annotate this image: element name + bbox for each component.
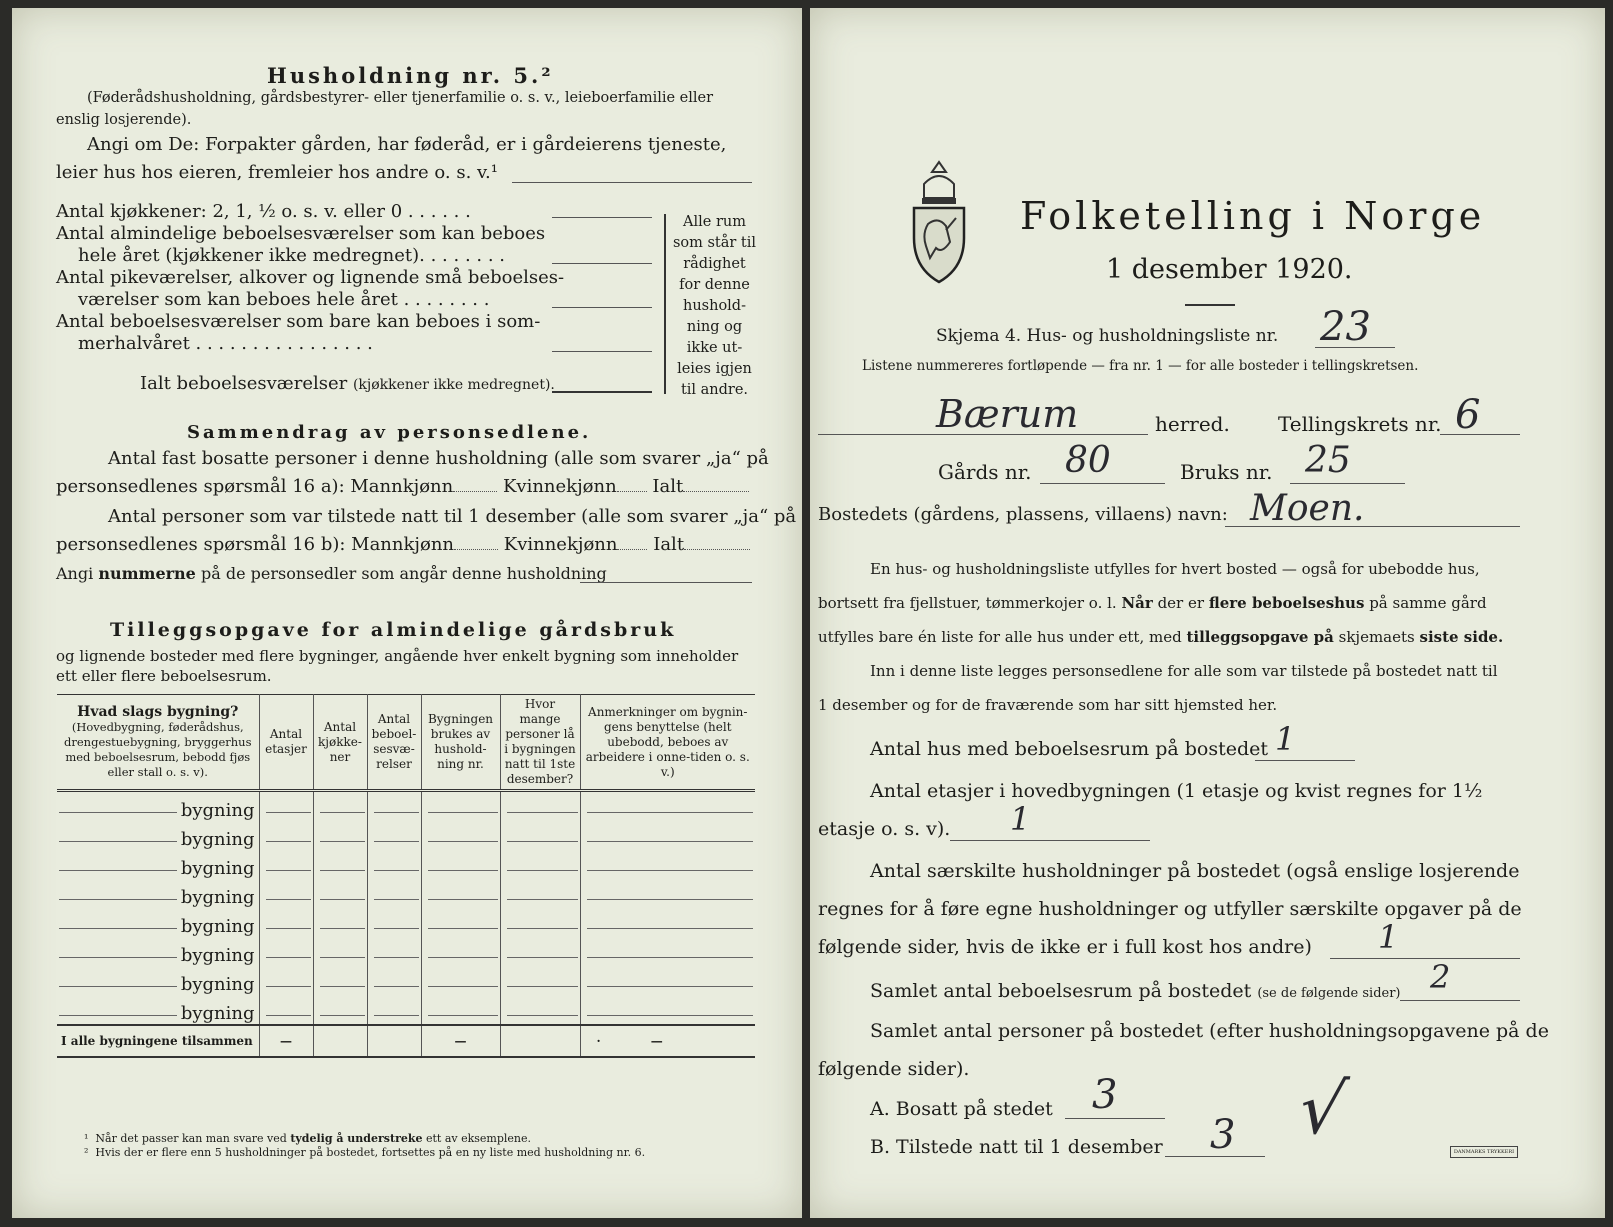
- cell-line: [320, 812, 365, 813]
- building-cell[interactable]: [259, 791, 313, 822]
- building-label: bygning: [180, 829, 255, 850]
- cell-line: [587, 841, 754, 842]
- q-pers-1: Samlet antal personer på bostedet (efter husholdningsopgavene på de: [870, 1020, 1549, 1042]
- rooms-alm-2: hele året (kjøkkener ikke medregnet). . . . . . . .: [78, 245, 505, 266]
- rooms-som-2: merhalvåret . . . . . . . . . . . . . . . .: [78, 333, 373, 354]
- som-line: [552, 351, 652, 352]
- cell-line: [320, 928, 365, 929]
- building-cell[interactable]: [421, 966, 500, 995]
- info-line-3-mid: skjemaets: [1338, 628, 1415, 646]
- cell-line: [428, 957, 498, 958]
- q-hush-3: følgende sider, hvis de ikke er i full kost hos andre): [818, 936, 1312, 958]
- building-cell[interactable]: [313, 908, 367, 937]
- building-cell[interactable]: [259, 850, 313, 879]
- title-rule: [1185, 304, 1235, 306]
- building-cell[interactable]: [259, 821, 313, 850]
- gards-label: Gårds nr.: [938, 460, 1032, 484]
- cell-line: [320, 957, 365, 958]
- building-row: [57, 821, 755, 850]
- building-type-cell[interactable]: [57, 791, 259, 822]
- building-row: [57, 879, 755, 908]
- building-cell[interactable]: [313, 995, 367, 1025]
- footnote-2-marker: ²: [84, 1146, 89, 1159]
- rooms-som-1: Antal beboelsesværelser som bare kan beboes i som-: [56, 311, 541, 332]
- listene-note: Listene nummereres fortløpende — fra nr. 1 — for alle bosteder i tellingskretsen.: [862, 358, 1419, 374]
- bostedets-label: Bostedets (gårdens, plassens, villaens) navn:: [818, 504, 1228, 525]
- tillegg-title: Tilleggsopgave for almindelige gårdsbruk: [110, 619, 677, 641]
- cell-line: [266, 957, 311, 958]
- info-line-2-mid: der er: [1157, 594, 1205, 612]
- building-cell[interactable]: [313, 966, 367, 995]
- cell-line: [587, 899, 754, 900]
- cell-line: [374, 870, 419, 871]
- footnote-1-pre: Når det passer kan man svare ved: [95, 1132, 287, 1145]
- building-cell[interactable]: [259, 966, 313, 995]
- building-row: [57, 850, 755, 879]
- cell-line: [428, 841, 498, 842]
- cell-line: [266, 899, 311, 900]
- info-line-5: 1 desember og for de fraværende som har sitt hjemsted her.: [818, 696, 1278, 714]
- census-date: 1 desember 1920.: [1106, 254, 1353, 285]
- building-type-line: [59, 1015, 177, 1016]
- cell-line: [320, 1015, 365, 1016]
- building-cell[interactable]: [367, 850, 421, 879]
- col-header-type-sub: (Hovedbygning, føderådshus, drengestuebygning, bryggerhus med beboelsesrum, bebodd fjøs eller stall o. s. v).: [64, 719, 252, 779]
- building-row: [57, 966, 755, 995]
- col-header-etasjer: Antal etasjer: [259, 695, 313, 791]
- building-cell[interactable]: [580, 821, 755, 850]
- q-hush-value: 1: [1378, 918, 1399, 956]
- total-row: [57, 1025, 755, 1057]
- info-line-2: [818, 594, 1487, 612]
- ialt-line: [552, 391, 652, 393]
- building-type-line: [59, 841, 177, 842]
- rooms-ialt: [140, 373, 555, 394]
- total-dash-remarks: —: [650, 1034, 663, 1048]
- cell-line: [428, 812, 498, 813]
- building-cell[interactable]: [421, 879, 500, 908]
- tellingskrets-line: [1440, 434, 1520, 435]
- building-cell[interactable]: [500, 879, 580, 908]
- q-hus-label: Antal hus med beboelsesrum på bostedet: [870, 738, 1269, 760]
- cell-line: [507, 928, 578, 929]
- total-cell: [500, 1025, 580, 1057]
- col-header-personer: Hvor mange personer lå i bygningen natt til 1ste desember?: [500, 695, 580, 791]
- col-header-vaerelser: Antal beboel-sesvæ-relser: [367, 695, 421, 791]
- building-cell[interactable]: [500, 995, 580, 1025]
- q-hush-1: Antal særskilte husholdninger på bostedet (også enslige losjerende: [870, 860, 1520, 882]
- side-note-line: hushold-: [682, 298, 746, 314]
- tellingskrets-value: 6: [1455, 392, 1481, 438]
- q-rum: [870, 980, 1401, 1002]
- building-cell[interactable]: [367, 937, 421, 966]
- building-label: bygning: [180, 974, 255, 995]
- q-a-label: A. Bosatt på stedet: [870, 1098, 1053, 1120]
- total-cell: [367, 1025, 421, 1057]
- q-b-value: 3: [1210, 1112, 1236, 1158]
- tillegg-sub-1: og lignende bosteder med flere bygninger, angående hver enkelt bygning som inneholder: [56, 647, 739, 665]
- cell-line: [320, 870, 365, 871]
- building-cell[interactable]: [500, 821, 580, 850]
- sammendrag-title: Sammendrag av personsedlene.: [187, 422, 592, 443]
- info-line-2-bold2: flere beboelseshus: [1208, 594, 1365, 612]
- building-cell[interactable]: [367, 879, 421, 908]
- cell-line: [587, 870, 754, 871]
- q-hus-value: 1: [1275, 720, 1296, 758]
- cell-line: [428, 899, 498, 900]
- rooms-pike-2: værelser som kan beboes hele året . . . . . . . .: [78, 289, 490, 310]
- q-rum-label: Samlet antal beboelsesrum på bostedet: [870, 980, 1252, 1002]
- building-cell[interactable]: [313, 791, 367, 822]
- rooms-ialt-note: (kjøkkener ikke medregnet).: [352, 377, 555, 393]
- q-hus-line: [1255, 760, 1355, 761]
- q-rum-line: [1400, 1000, 1520, 1001]
- q-rum-value: 2: [1430, 958, 1451, 996]
- side-note-line: til andre.: [680, 382, 749, 398]
- cell-line: [266, 841, 311, 842]
- rooms-ialt-label: Ialt beboelsesværelser: [140, 373, 348, 394]
- cell-line: [266, 928, 311, 929]
- col-header-anmerkninger: Anmerkninger om bygnin-gens benyttelse (helt ubebodd, beboes av arbeidere i onne-tiden o. s. v.): [580, 695, 755, 791]
- angi-line2: leier hus hos eieren, fremleier hos andre o. s. v.¹: [56, 162, 498, 183]
- q-etasjer-line: [950, 840, 1150, 841]
- skjema-label: Skjema 4. Hus- og husholdningsliste nr.: [936, 326, 1279, 346]
- q-etasjer-value: 1: [1010, 800, 1031, 838]
- cell-line: [374, 928, 419, 929]
- cell-line: [320, 899, 365, 900]
- cell-line: [507, 812, 578, 813]
- tellingskrets-label: Tellingskrets nr.: [1278, 412, 1442, 436]
- total-cell: [313, 1025, 367, 1057]
- rooms-side-note: [672, 212, 757, 401]
- cell-line: [374, 986, 419, 987]
- building-label: bygning: [180, 1003, 255, 1024]
- census-title: Folketelling i Norge: [1020, 194, 1486, 238]
- sammendrag-b-ialt: Ialt: [653, 534, 685, 555]
- col-header-husholdning: Bygningen brukes av hushold-ning nr.: [421, 695, 500, 791]
- herred-label: herred.: [1155, 412, 1230, 436]
- building-cell[interactable]: [421, 995, 500, 1025]
- building-cell[interactable]: [367, 821, 421, 850]
- bostedets-line: [1225, 526, 1520, 527]
- building-cell[interactable]: [259, 937, 313, 966]
- q-pers-2: følgende sider).: [818, 1058, 970, 1080]
- q-a-value: 3: [1092, 1072, 1118, 1118]
- building-cell[interactable]: [313, 821, 367, 850]
- info-line-2-bold1: Når: [1121, 594, 1153, 612]
- info-line-3-bold2: siste side.: [1419, 628, 1504, 646]
- info-line-2-pre: bortsett fra fjellstuer, tømmerkojer o. l.: [818, 594, 1117, 612]
- info-line-3-bold1: tilleggsopgave på: [1186, 628, 1334, 646]
- sammendrag-a-ialt: Ialt: [652, 476, 684, 497]
- building-type-line: [59, 899, 177, 900]
- sammendrag-a-line1: Antal fast bosatte personer i denne husholdning (alle som svarer „ja“ på: [108, 448, 769, 469]
- side-note-line: rådighet: [683, 256, 746, 272]
- side-note-line: ikke ut-: [686, 340, 743, 356]
- footnote-2-text: Hvis der er flere enn 5 husholdninger på bostedet, fortsettes på en ny liste med husholdning nr. 6.: [95, 1146, 646, 1159]
- cell-line: [507, 899, 578, 900]
- cell-line: [507, 1015, 578, 1016]
- building-cell[interactable]: [367, 966, 421, 995]
- building-type-line: [59, 870, 177, 871]
- cell-line: [266, 812, 311, 813]
- check-mark: √: [1292, 1068, 1352, 1150]
- side-note-line: som står til: [672, 235, 757, 251]
- household-intro: (Føderådshusholdning, gårdsbestyrer- eller tjenerfamilie o. s. v., leieboerfamilie eller: [87, 90, 714, 106]
- cell-line: [428, 928, 498, 929]
- angi-nummerne-pre: Angi: [56, 564, 94, 583]
- total-dot-mark: ·: [596, 1034, 601, 1048]
- cell-line: [374, 812, 419, 813]
- building-cell[interactable]: [421, 791, 500, 822]
- building-type-cell[interactable]: [57, 850, 259, 879]
- cell-line: [428, 870, 498, 871]
- right-page: [810, 8, 1605, 1218]
- building-type-cell[interactable]: [57, 879, 259, 908]
- cell-line: [507, 841, 578, 842]
- building-type-line: [59, 812, 177, 813]
- alm-line: [552, 263, 652, 264]
- cell-line: [587, 986, 754, 987]
- side-note-line: Alle rum: [683, 214, 746, 230]
- bruks-line: [1290, 483, 1405, 484]
- building-cell[interactable]: [500, 850, 580, 879]
- q-etasjer-2: etasje o. s. v).: [818, 818, 951, 840]
- building-cell[interactable]: [500, 937, 580, 966]
- side-note-line: ning og: [686, 319, 743, 335]
- building-cell[interactable]: [367, 995, 421, 1025]
- info-line-4: Inn i denne liste legges personsedlene for alle som var tilstede på bostedet natt til: [870, 662, 1498, 680]
- building-label: bygning: [180, 887, 255, 908]
- q-a-line: [1065, 1118, 1165, 1119]
- building-label: bygning: [180, 858, 255, 879]
- sammendrag-b-line2: [56, 534, 750, 555]
- info-line-3-pre: utfylles bare én liste for alle hus under ett, med: [818, 628, 1182, 646]
- building-label: bygning: [180, 800, 255, 821]
- cell-line: [320, 841, 365, 842]
- building-cell[interactable]: [259, 908, 313, 937]
- angi-line1: Angi om De: Forpakter gården, har føderåd, er i gårdeierens tjeneste,: [87, 134, 727, 155]
- rooms-alm-1: Antal almindelige beboelsesværelser som kan beboes: [56, 223, 546, 244]
- cell-line: [374, 899, 419, 900]
- building-cell[interactable]: [580, 908, 755, 937]
- q-etasjer-1: Antal etasjer i hovedbygningen (1 etasje og kvist regnes for 1½: [870, 780, 1483, 802]
- building-cell[interactable]: [367, 791, 421, 822]
- q-b-line: [1165, 1156, 1265, 1157]
- kjokkener-line: [552, 217, 652, 218]
- nummerne-line: [580, 582, 752, 583]
- building-cell[interactable]: [580, 995, 755, 1025]
- info-line-2-post: på samme gård: [1369, 594, 1487, 612]
- building-type-cell[interactable]: [57, 908, 259, 937]
- herred-value: Bærum: [936, 392, 1079, 436]
- q-hush-2: regnes for å føre egne husholdninger og utfyller særskilte opgaver på de: [818, 898, 1522, 920]
- building-cell[interactable]: [421, 850, 500, 879]
- info-line-3: [818, 628, 1503, 646]
- building-cell[interactable]: [313, 879, 367, 908]
- skjema-line: [1315, 347, 1395, 348]
- angi-answer-line: [512, 182, 752, 183]
- building-label: bygning: [180, 945, 255, 966]
- q-rum-note: (se de følgende sider): [1257, 986, 1401, 1001]
- building-type-cell[interactable]: [57, 937, 259, 966]
- building-cell[interactable]: [580, 966, 755, 995]
- cell-line: [374, 1015, 419, 1016]
- building-cell[interactable]: [500, 908, 580, 937]
- building-type-cell[interactable]: [57, 966, 259, 995]
- bruks-value: 25: [1305, 440, 1351, 481]
- footnote-1: [84, 1132, 531, 1145]
- skjema-value: 23: [1320, 304, 1371, 350]
- cell-line: [428, 986, 498, 987]
- sammendrag-b-kvinne: Kvinnekjønn: [503, 534, 618, 555]
- building-cell[interactable]: [313, 850, 367, 879]
- left-page: [12, 8, 802, 1218]
- building-cell[interactable]: [313, 937, 367, 966]
- sammendrag-a-mann: personsedlenes spørsmål 16 a): Mannkjønn: [56, 476, 454, 497]
- side-note-line: for denne: [679, 277, 750, 293]
- building-label: bygning: [180, 916, 255, 937]
- building-type-line: [59, 957, 177, 958]
- total-label: I alle bygningene tilsammen: [57, 1025, 259, 1057]
- building-type-cell[interactable]: [57, 821, 259, 850]
- footnote-2: [84, 1146, 645, 1159]
- building-row: [57, 937, 755, 966]
- sammendrag-a-kvinne: Kvinnekjønn: [502, 476, 617, 497]
- building-cell[interactable]: [580, 791, 755, 822]
- building-type-line: [59, 928, 177, 929]
- building-cell[interactable]: [259, 879, 313, 908]
- building-type-line: [59, 986, 177, 987]
- bostedets-value: Moen.: [1250, 488, 1365, 529]
- building-cell[interactable]: [500, 791, 580, 822]
- cell-line: [266, 870, 311, 871]
- building-type-cell[interactable]: [57, 995, 259, 1025]
- side-note-line: leies igjen: [677, 361, 752, 377]
- col-header-type: [57, 695, 259, 791]
- building-cell[interactable]: [580, 879, 755, 908]
- building-cell[interactable]: [580, 850, 755, 879]
- building-cell[interactable]: [580, 937, 755, 966]
- building-cell[interactable]: [500, 966, 580, 995]
- building-cell[interactable]: [367, 908, 421, 937]
- tillegg-sub-2: ett eller flere beboelsesrum.: [56, 667, 272, 685]
- col-header-kjokkener: Antal kjøkke-ner: [313, 695, 367, 791]
- building-cell[interactable]: [421, 821, 500, 850]
- building-row: [57, 908, 755, 937]
- angi-nummerne-bold: nummerne: [98, 564, 196, 583]
- cell-line: [507, 870, 578, 871]
- rooms-kjokkener: Antal kjøkkener: 2, 1, ½ o. s. v. eller 0 . . . . . .: [56, 201, 471, 222]
- cell-line: [587, 1015, 754, 1016]
- cell-line: [428, 1015, 498, 1016]
- bruks-label: Bruks nr.: [1180, 460, 1273, 484]
- building-cell[interactable]: [259, 995, 313, 1025]
- building-cell[interactable]: [421, 908, 500, 937]
- coat-of-arms-icon: [910, 158, 968, 288]
- q-hush-line: [1330, 958, 1520, 959]
- total-dot: [580, 1025, 755, 1057]
- cell-line: [320, 986, 365, 987]
- total-dash: —: [259, 1025, 313, 1057]
- cell-line: [507, 957, 578, 958]
- rooms-pike-1: Antal pikeværelser, alkover og lignende små beboelses-: [56, 267, 565, 288]
- cell-line: [374, 957, 419, 958]
- printer-stamp: DANMARKS TRYKKERI: [1450, 1146, 1518, 1158]
- cell-line: [266, 1015, 311, 1016]
- gards-value: 80: [1065, 440, 1111, 481]
- footnote-1-bold: tydelig å understreke: [290, 1132, 423, 1145]
- rooms-brace: [664, 214, 666, 394]
- cell-line: [266, 986, 311, 987]
- building-cell[interactable]: [421, 937, 500, 966]
- footnote-1-post: ett av eksemplene.: [425, 1132, 532, 1145]
- angi-nummerne: [56, 564, 607, 583]
- cell-line: [374, 841, 419, 842]
- info-line-1: En hus- og husholdningsliste utfylles for hvert bosted — også for ubebodde hus,: [870, 560, 1480, 578]
- household-intro-cont: enslig losjerende).: [56, 112, 192, 128]
- q-b-label: B. Tilstede natt til 1 desember: [870, 1136, 1163, 1158]
- sammendrag-b-mann: personsedlenes spørsmål 16 b): Mannkjønn: [56, 534, 455, 555]
- building-row: [57, 995, 755, 1025]
- cell-line: [587, 812, 754, 813]
- cell-line: [507, 986, 578, 987]
- gards-line: [1040, 483, 1165, 484]
- total-dash: —: [421, 1025, 500, 1057]
- cell-line: [587, 957, 754, 958]
- sammendrag-b-line1: Antal personer som var tilstede natt til 1 desember (alle som svarer „ja“ på: [108, 506, 797, 527]
- angi-nummerne-post: på de personsedler som angår denne husholdning: [200, 564, 607, 583]
- cell-line: [587, 928, 754, 929]
- sammendrag-a-line2: [56, 476, 749, 497]
- col-header-type-title: Hvad slags bygning?: [77, 703, 239, 720]
- footnote-1-marker: ¹: [84, 1132, 89, 1145]
- building-row: [57, 791, 755, 822]
- pike-line: [552, 307, 652, 308]
- buildings-table: [57, 694, 755, 1058]
- household-title: Husholdning nr. 5.²: [267, 63, 554, 88]
- herred-line: [818, 434, 1148, 435]
